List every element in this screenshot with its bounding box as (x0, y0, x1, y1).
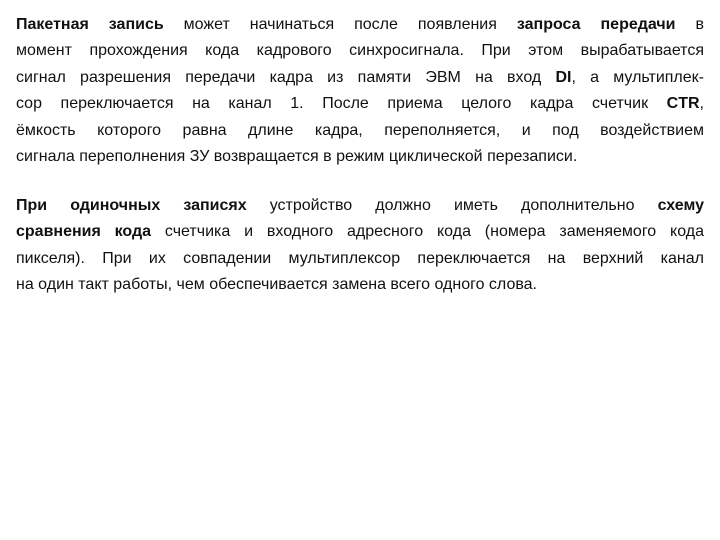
text-run: , (699, 95, 704, 113)
text-run: в (675, 16, 704, 33)
text-run: сор переключается на канал 1. После приема целого кадра счетчик (16, 95, 667, 113)
text-line (16, 193, 704, 219)
text-line (16, 219, 704, 245)
text-run: счетчика и входного адресного кода (номера заменяемого кода (151, 223, 704, 241)
text-run: сигнал разрешения передачи кадра из памяти ЭВМ на вход (16, 68, 556, 86)
paragraph-single-recording (16, 193, 704, 299)
text-line (16, 246, 704, 272)
text-run: , а мультиплек- (571, 68, 704, 86)
text-run: сигнала переполнения ЗУ возвращается в режим циклической перезаписи. (16, 148, 578, 166)
text-run: может начинаться после появления (163, 16, 517, 33)
bold-term: схему (657, 197, 704, 214)
text-line (16, 272, 704, 298)
text-line (16, 144, 704, 170)
text-run: момент прохождения кода кадрового синхросигнала. При этом вырабатывается (16, 42, 704, 60)
text-line (16, 65, 704, 91)
text-line (16, 12, 704, 38)
text-line (16, 118, 704, 144)
bold-term: сравнения кода (16, 223, 152, 241)
text-run: устройство должно иметь дополнительно (246, 197, 658, 214)
bold-term: CTR (666, 95, 700, 113)
text-line (16, 38, 704, 64)
paragraph-batch-recording (16, 12, 704, 170)
text-line (16, 91, 704, 117)
bold-term: DI (555, 68, 572, 86)
text-run: на один такт работы, чем обеспечивается замена всего одного слова. (16, 276, 537, 294)
text-run: ёмкость которого равна длине кадра, переполняется, и под воздействием (16, 121, 704, 139)
bold-term: При одиночных записях (16, 197, 247, 214)
bold-term: запроса передачи (516, 16, 676, 33)
text-run: пикселя). При их совпадении мультиплексор переключается на верхний канал (16, 249, 704, 267)
bold-term: Пакетная запись (16, 16, 164, 33)
